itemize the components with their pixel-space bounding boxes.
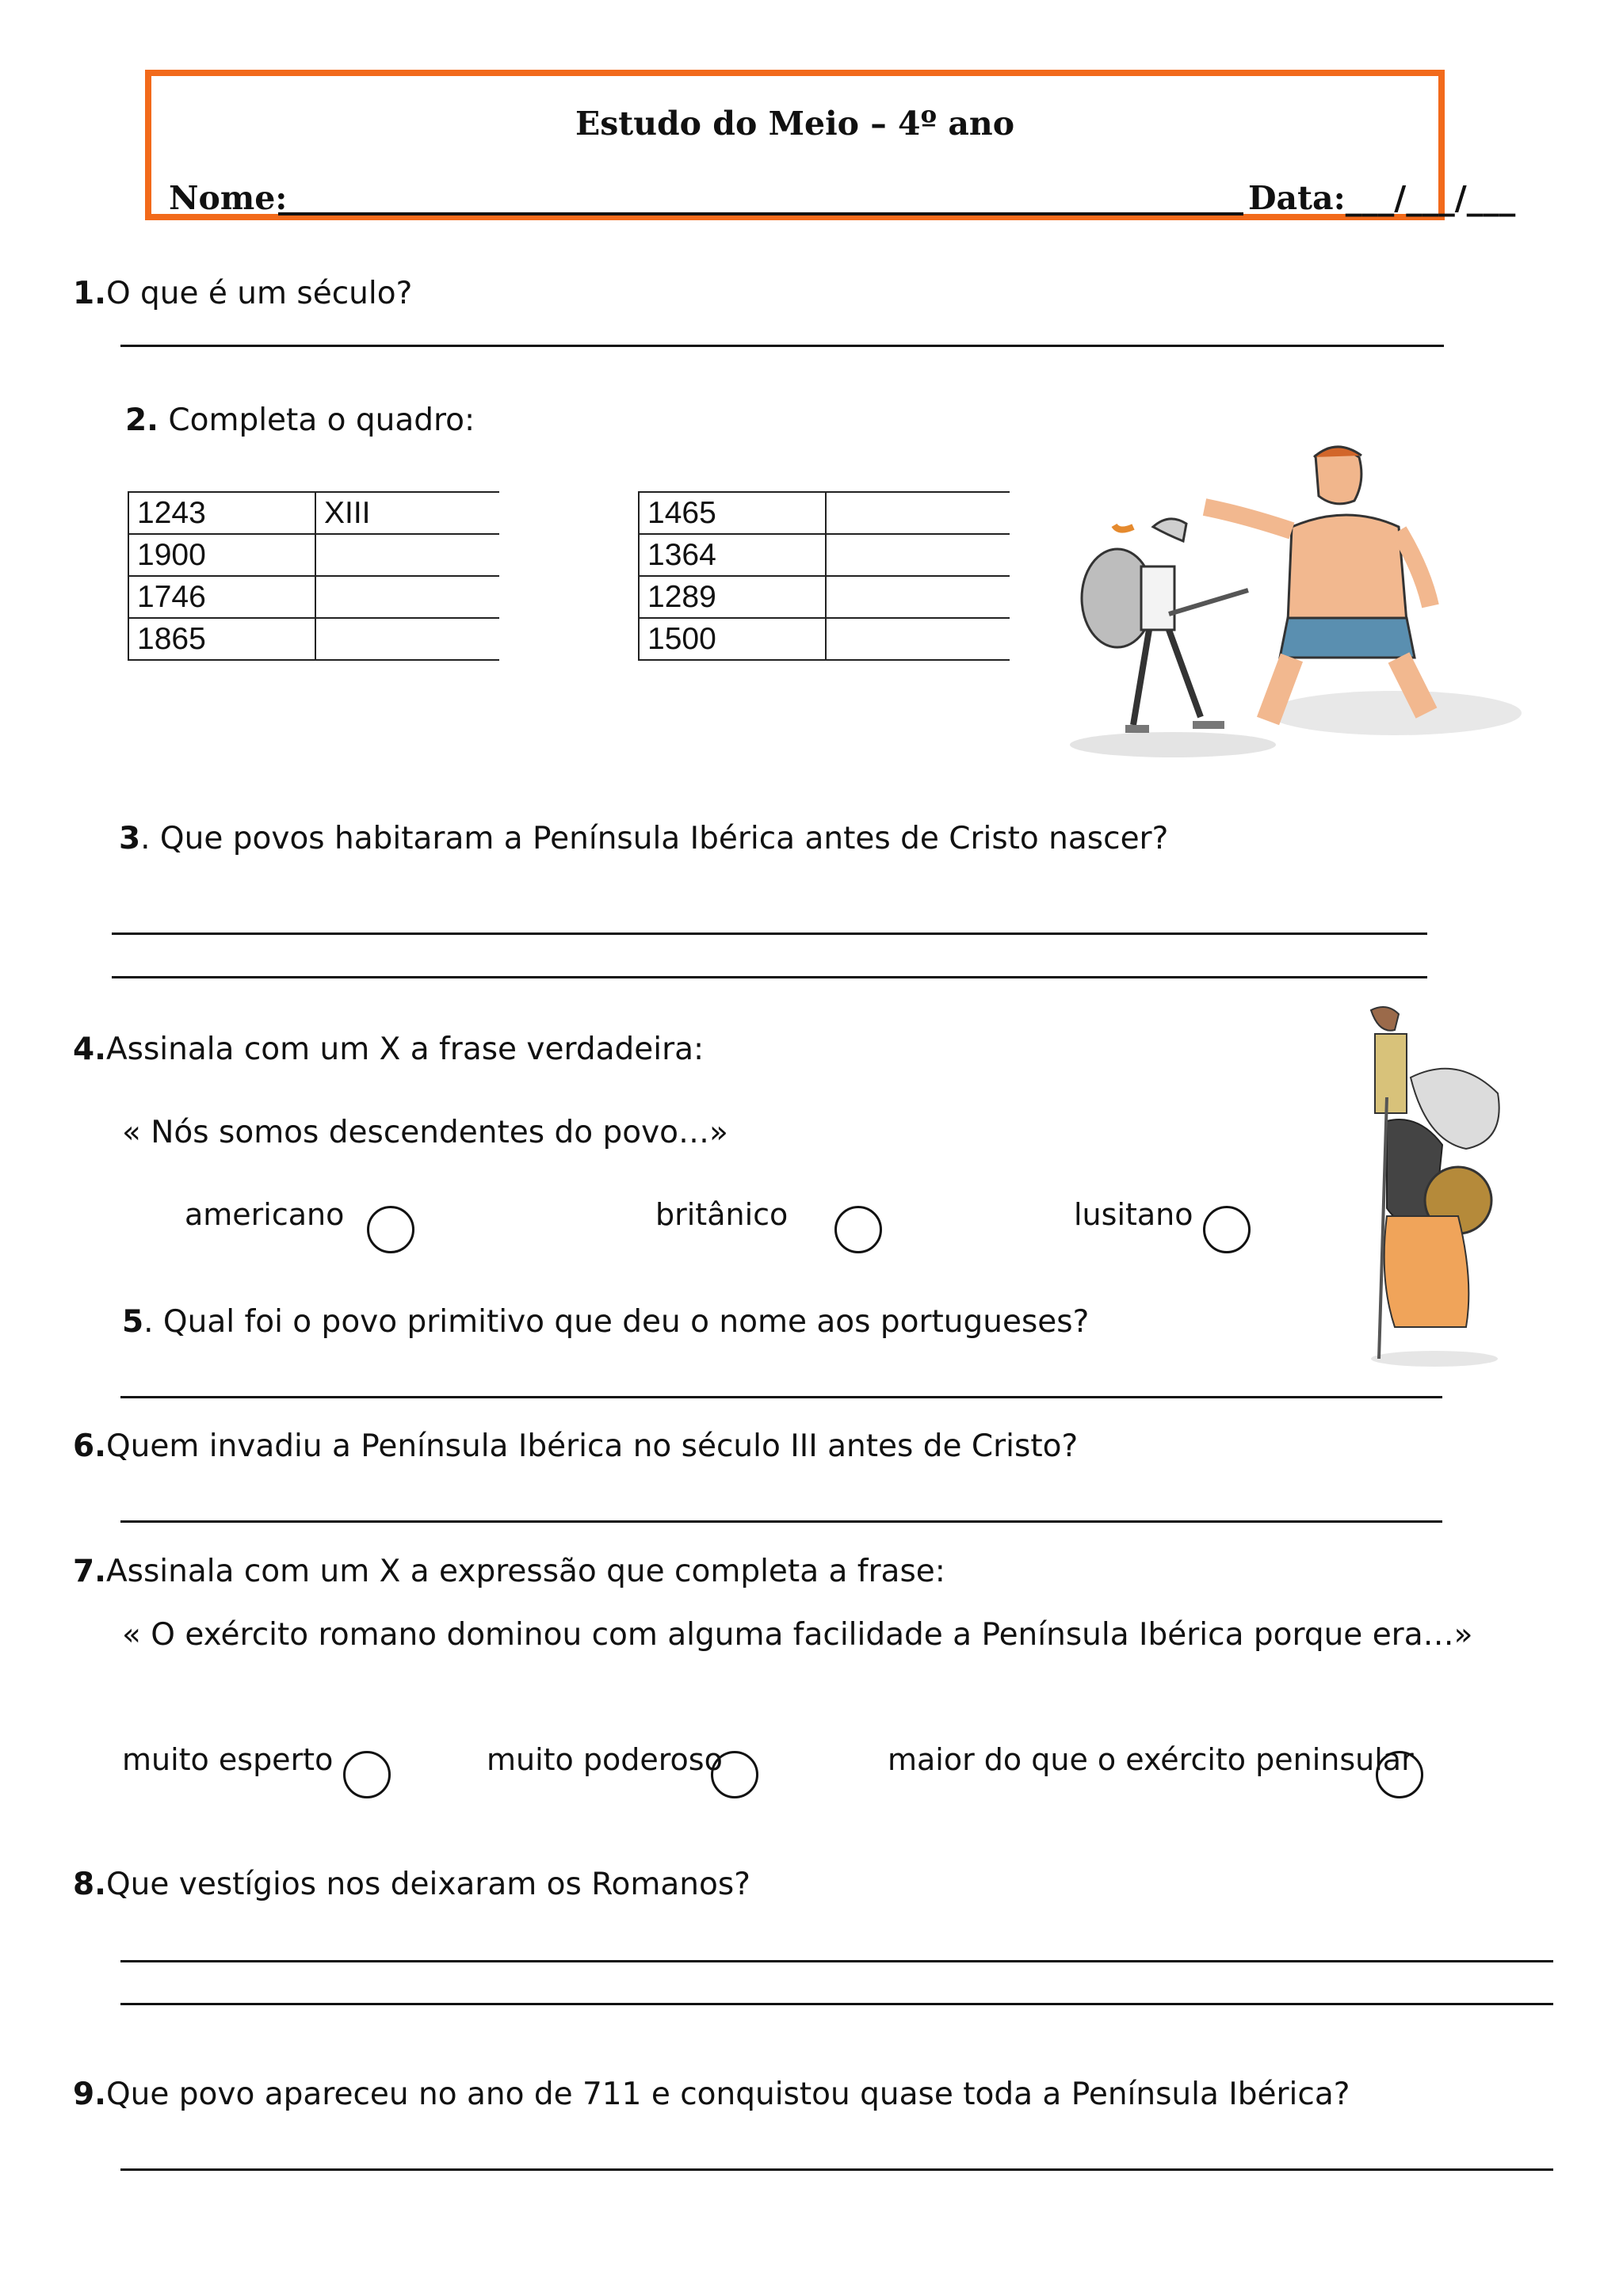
table-row bbox=[128, 492, 499, 534]
checkbox-britanico[interactable] bbox=[834, 1206, 882, 1253]
century-cell[interactable] bbox=[826, 618, 1010, 660]
worksheet-title: Estudo do Meio – 4º ano bbox=[575, 105, 1015, 143]
checkbox-maior-exercito[interactable] bbox=[1376, 1751, 1423, 1798]
year-cell: 1243 bbox=[128, 492, 315, 534]
question-number: 1. bbox=[73, 276, 106, 311]
checkbox-muito-poderoso[interactable] bbox=[711, 1751, 758, 1798]
checkbox-lusitano[interactable] bbox=[1203, 1206, 1251, 1253]
answer-line-8a[interactable] bbox=[120, 1960, 1553, 1962]
year-cell: 1465 bbox=[639, 492, 826, 534]
question-text: Assinala com um X a frase verdadeira: bbox=[105, 1032, 705, 1067]
table-row bbox=[639, 534, 1010, 576]
question-number: 5 bbox=[122, 1304, 144, 1340]
answer-line-6[interactable] bbox=[120, 1520, 1442, 1523]
year-cell: 1500 bbox=[639, 618, 826, 660]
question-7 bbox=[73, 1554, 945, 1589]
question-text: Completa o quadro: bbox=[168, 402, 475, 438]
century-cell[interactable] bbox=[826, 492, 1010, 534]
answer-line-3b[interactable] bbox=[112, 976, 1427, 978]
answer-line-1[interactable] bbox=[120, 345, 1444, 347]
century-cell[interactable] bbox=[315, 534, 499, 576]
table-row bbox=[128, 534, 499, 576]
question-5 bbox=[122, 1304, 1089, 1340]
quote-4: « Nós somos descendentes do povo…» bbox=[122, 1115, 728, 1150]
table-left bbox=[128, 486, 499, 661]
question-9 bbox=[73, 2077, 1350, 2112]
table-row bbox=[639, 618, 1010, 660]
answer-line-8b[interactable] bbox=[120, 2003, 1553, 2005]
checkbox-americano[interactable] bbox=[367, 1206, 414, 1253]
year-cell: 1289 bbox=[639, 576, 826, 618]
question-number: 3 bbox=[119, 821, 141, 856]
question-number: 4. bbox=[73, 1032, 106, 1067]
checkbox-muito-esperto[interactable] bbox=[343, 1751, 391, 1798]
option-label: muito esperto bbox=[122, 1742, 334, 1777]
answer-line-5[interactable] bbox=[120, 1396, 1442, 1398]
table-right bbox=[638, 486, 1010, 661]
question-number: 2. bbox=[125, 402, 158, 438]
question-2 bbox=[125, 402, 475, 438]
option-label: americano bbox=[185, 1197, 345, 1232]
moorish-warrior-illustration bbox=[1339, 1002, 1522, 1375]
year-cell: 1865 bbox=[128, 618, 315, 660]
question-text: . Que povos habitaram a Península Ibérica antes de Cristo nascer? bbox=[140, 821, 1169, 856]
question-1 bbox=[73, 276, 412, 311]
century-cell[interactable]: XIII bbox=[315, 492, 499, 534]
question-number: 6. bbox=[73, 1428, 106, 1464]
year-cell: 1900 bbox=[128, 534, 315, 576]
question-text: Que povo apareceu no ano de 711 e conquistou quase toda a Península Ibérica? bbox=[105, 2077, 1350, 2112]
question-text: Assinala com um X a expressão que completa a frase: bbox=[105, 1554, 945, 1589]
question-number: 8. bbox=[73, 1867, 106, 1902]
table-row bbox=[639, 576, 1010, 618]
question-text: Que vestígios nos deixaram os Romanos? bbox=[105, 1867, 750, 1902]
year-cell: 1364 bbox=[639, 534, 826, 576]
table-row bbox=[128, 618, 499, 660]
question-number: 9. bbox=[73, 2077, 106, 2112]
question-3 bbox=[119, 821, 1168, 856]
header-box bbox=[145, 70, 1516, 220]
year-cell: 1746 bbox=[128, 576, 315, 618]
century-cell[interactable] bbox=[826, 534, 1010, 576]
name-label: Nome: bbox=[169, 179, 288, 217]
table-row bbox=[128, 576, 499, 618]
question-6 bbox=[73, 1428, 1078, 1464]
century-cell[interactable] bbox=[315, 576, 499, 618]
name-field[interactable] bbox=[278, 212, 1243, 215]
question-4 bbox=[73, 1032, 704, 1067]
option-label: britânico bbox=[655, 1197, 789, 1232]
table-row bbox=[639, 492, 1010, 534]
question-text: O que é um século? bbox=[105, 276, 413, 311]
question-text: . Qual foi o povo primitivo que deu o nome aos portugueses? bbox=[143, 1304, 1090, 1340]
date-field[interactable]: Data:___/___/___ bbox=[1248, 179, 1516, 217]
answer-line-9[interactable] bbox=[120, 2168, 1553, 2171]
option-label: lusitano bbox=[1074, 1197, 1193, 1232]
quote-7: « O exército romano dominou com alguma facilidade a Península Ibérica porque era…» bbox=[122, 1617, 1473, 1653]
option-label: maior do que o exército peninsular bbox=[888, 1742, 1414, 1777]
roman-soldier-and-giant-illustration bbox=[1054, 440, 1522, 765]
question-number: 7. bbox=[73, 1554, 106, 1589]
century-cell[interactable] bbox=[826, 576, 1010, 618]
question-text: Quem invadiu a Península Ibérica no século III antes de Cristo? bbox=[105, 1428, 1079, 1464]
century-cell[interactable] bbox=[315, 618, 499, 660]
question-8 bbox=[73, 1867, 750, 1902]
option-label: muito poderoso bbox=[487, 1742, 723, 1777]
answer-line-3a[interactable] bbox=[112, 933, 1427, 935]
